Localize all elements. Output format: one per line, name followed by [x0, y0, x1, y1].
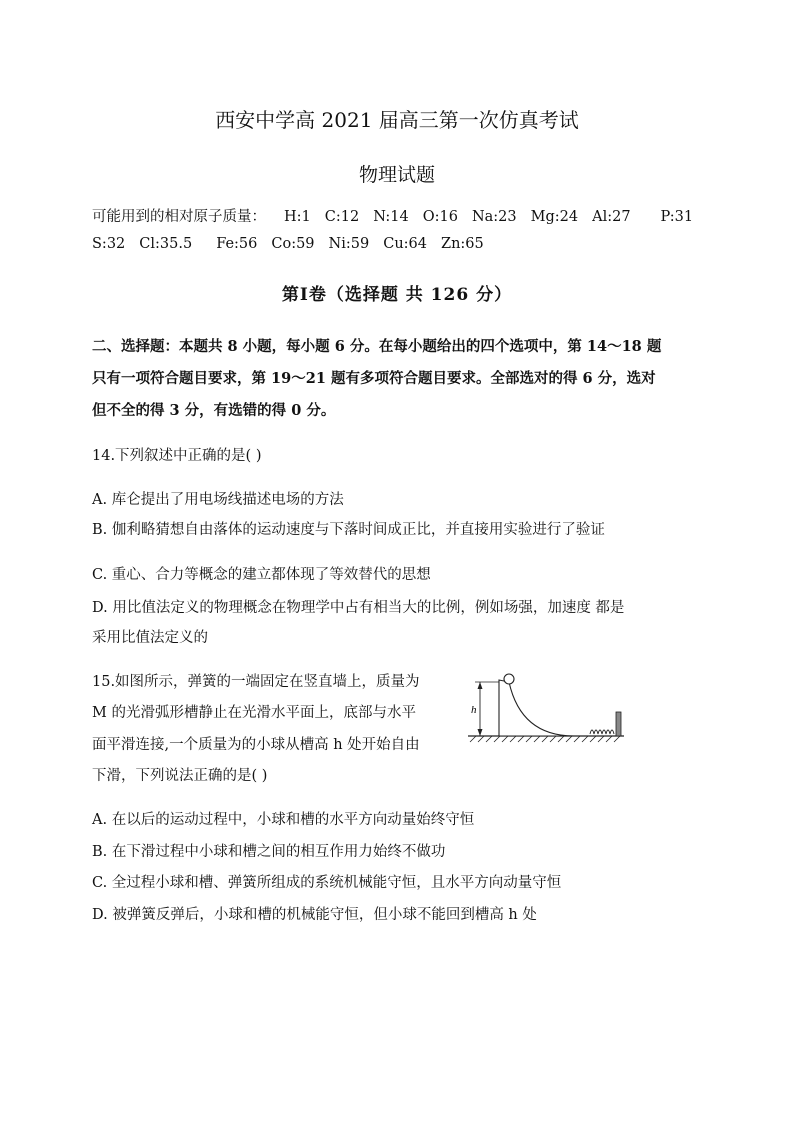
instructions-line-1: 二、选择题：本题共 8 小题，每小题 6 分。在每小题给出的四个选项中，第 14～18 题: [92, 338, 662, 355]
q15-figure: [466, 672, 626, 748]
q14-stem: 14.下列叙述中正确的是( ): [92, 448, 262, 464]
q15-stem-line-1: 15.如图所示，弹簧的一端固定在竖直墙上，质量为: [92, 674, 420, 690]
section-title: 第Ⅰ卷（选择题 共 126 分）: [281, 285, 513, 305]
atomic-mass-item: Mg:24: [530, 209, 579, 225]
q14-option-d: D. 用比值法定义的物理概念在物理学中占有相当大的比例，例如场强，加速度 都是: [92, 600, 625, 616]
spring: [590, 730, 614, 734]
q15-stem-line-2: M 的光滑弧形槽静止在光滑水平面上，底部与水平: [92, 705, 416, 721]
atomic-mass-item: P:31: [660, 209, 694, 225]
atomic-mass-item: Fe:56: [216, 236, 258, 252]
atomic-mass-item: N:14: [373, 209, 409, 225]
arrow-down: [478, 729, 483, 736]
instructions-line-3: 但不全的得 3 分，有选错的得 0 分。: [92, 402, 336, 419]
q14-option-c: C. 重心、合力等概念的建立都体现了等效替代的思想: [92, 567, 431, 583]
q15-option-b: B. 在下滑过程中小球和槽之间的相互作用力始终不做功: [92, 844, 446, 860]
atomic-mass-label: 可能用到的相对原子质量：: [92, 209, 266, 225]
ground-hatching: [470, 736, 620, 742]
arc-groove: [499, 680, 574, 736]
atomic-mass-item: H:1: [284, 209, 311, 225]
wall: [616, 712, 621, 736]
height-label: h: [471, 704, 477, 716]
ball: [504, 674, 514, 684]
exam-title: 西安中学高 2021 届高三第一次仿真考试: [215, 108, 579, 132]
atomic-mass-row-1: [92, 205, 693, 226]
atomic-mass-item: C:12: [324, 209, 360, 225]
atomic-mass-item: S:32: [92, 236, 126, 252]
q15-stem-line-3: 面平滑连接,一个质量为的小球从槽高 h 处开始自由: [92, 737, 420, 753]
q15-option-c: C. 全过程小球和槽、弹簧所组成的系统机械能守恒，且水平方向动量守恒: [92, 875, 562, 891]
atomic-mass-item: Cu:64: [383, 236, 427, 252]
atomic-mass-row-2: [92, 236, 484, 252]
q14-option-d-cont: 采用比值法定义的: [92, 630, 208, 646]
atomic-mass-item: Al:27: [592, 209, 631, 225]
q14-option-a: A. 库仑提出了用电场线描述电场的方法: [92, 492, 344, 508]
q15-option-d: D. 被弹簧反弹后，小球和槽的机械能守恒，但小球不能回到槽高 h 处: [92, 907, 537, 923]
atomic-mass-item: Cl:35.5: [139, 236, 193, 252]
atomic-mass-item: O:16: [422, 209, 458, 225]
q14-option-b: B. 伽利略猜想自由落体的运动速度与下落时间成正比，并直接用实验进行了验证: [92, 522, 605, 538]
instructions-line-2: 只有一项符合题目要求，第 19～21 题有多项符合题目要求。全部选对的得 6 分，选对: [92, 370, 656, 387]
atomic-mass-item: Ni:59: [328, 236, 370, 252]
arrow-up: [478, 682, 483, 689]
subject-title: 物理试题: [358, 164, 435, 186]
q15-stem-line-4: 下滑，下列说法正确的是( ): [92, 768, 268, 784]
atomic-mass-item: Na:23: [471, 209, 517, 225]
q15-option-a: A. 在以后的运动过程中，小球和槽的水平方向动量始终守恒: [92, 812, 475, 828]
atomic-mass-item: Co:59: [271, 236, 315, 252]
atomic-mass-item: Zn:65: [441, 236, 484, 252]
